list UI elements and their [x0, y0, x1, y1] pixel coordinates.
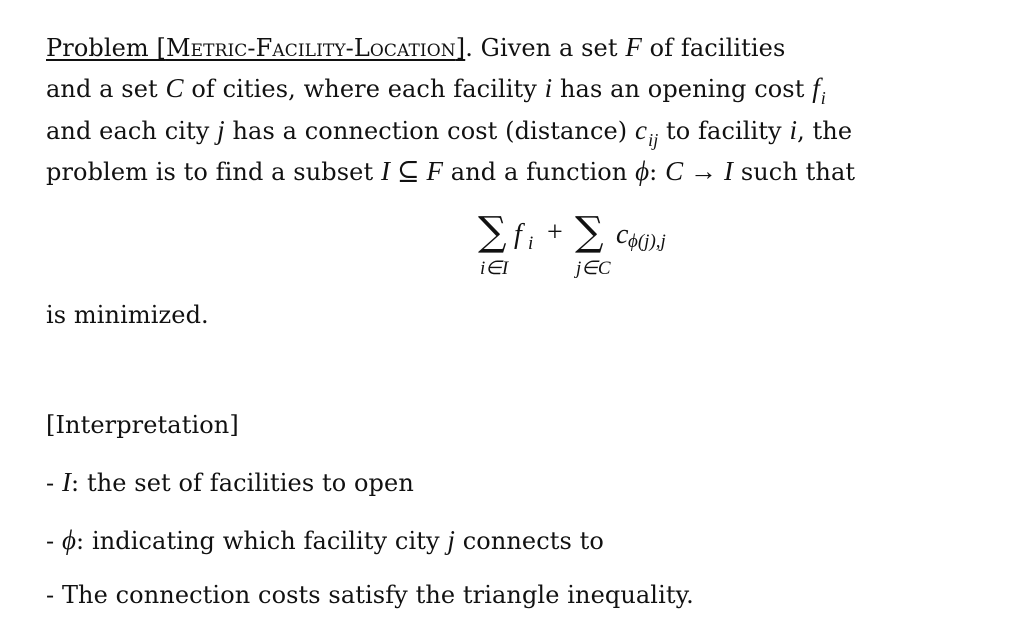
subset-symbol: ⊆ — [390, 156, 427, 186]
math-f: f — [812, 73, 820, 103]
math-C: C — [165, 73, 184, 103]
problem-name: Metric-Facility-Location — [165, 34, 456, 62]
problem-line-4: problem is to find a subset I ⊆ F and a function ϕ: C → I such that — [46, 156, 856, 186]
interpretation-heading: [Interpretation] — [46, 411, 239, 439]
minimized-line: is minimized. — [46, 301, 209, 329]
math-c: c — [635, 115, 648, 145]
sum-2-index: j∈C — [576, 258, 611, 279]
display-formula — [476, 209, 736, 282]
arrow-symbol: → — [683, 156, 725, 186]
math-j: j — [217, 115, 225, 145]
math-f-sub: i — [820, 88, 826, 108]
math-I: I — [724, 156, 734, 186]
math-i: i — [544, 73, 553, 103]
formula-term-f-sub: i — [528, 233, 534, 254]
formula-plus: + — [547, 217, 563, 248]
math-c-sub: ij — [648, 130, 659, 150]
math-j: j — [447, 525, 455, 555]
formula-term-c: c — [616, 219, 629, 250]
math-F: F — [625, 32, 642, 62]
math-phi: ϕ — [61, 525, 77, 555]
formula-term-c-sub: ϕ(j),j — [628, 231, 666, 252]
interpretation-item-1: - I: the set of facilities to open — [46, 467, 414, 497]
interpretation-item-3: - The connection costs satisfy the triangle inequality. — [46, 581, 694, 609]
formula-term-f: f — [514, 219, 522, 250]
math-i: i — [789, 115, 798, 145]
math-I: I — [380, 156, 391, 186]
math-C: C — [665, 156, 684, 186]
math-F: F — [426, 156, 444, 186]
math-phi: ϕ — [635, 156, 650, 186]
interpretation-item-2: - ϕ: indicating which facility city j connects to — [46, 525, 604, 555]
problem-line-1: Problem [Metric-Facility-Location]. Given a set F of facilities — [46, 32, 786, 62]
problem-label: Problem [Metric-Facility-Location] — [46, 34, 466, 62]
problem-line-3: and each city j has a connection cost (distance) $c_{ij}$ to facility i, the — [46, 115, 853, 150]
sum-symbol-2: ∑ — [575, 209, 604, 255]
sum-symbol-1: ∑ — [478, 209, 507, 255]
math-I: I — [61, 467, 72, 497]
problem-line-2: and a set C of cities, where each facility i has an opening cost $f_i$ — [46, 73, 826, 108]
paper-page — [46, 0, 976, 635]
sum-1-index: i∈I — [480, 258, 509, 279]
